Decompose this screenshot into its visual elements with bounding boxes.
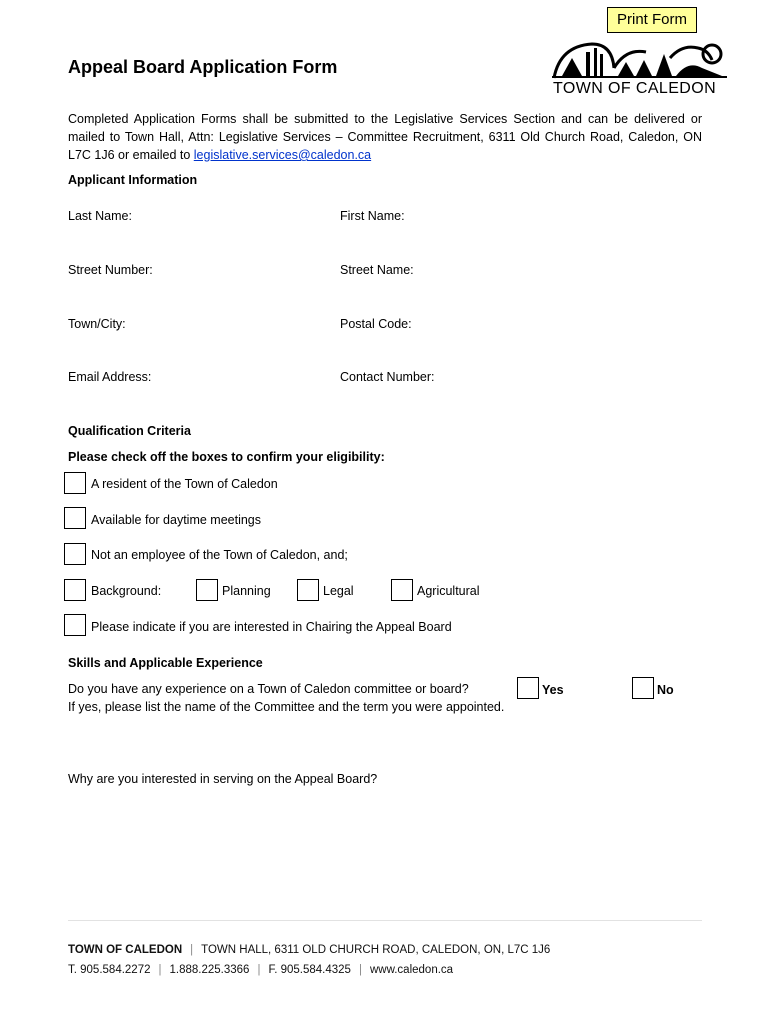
yes-checkbox[interactable]	[517, 677, 539, 699]
footer-tollfree: 1.888.225.3366	[169, 964, 250, 976]
postal-code-field[interactable]: Postal Code:	[340, 317, 412, 331]
chairing-label: Please indicate if you are interested in Chairing the Appeal Board	[91, 620, 452, 634]
planning-checkbox[interactable]	[196, 579, 218, 601]
footer-org: TOWN OF CALEDON	[68, 944, 183, 956]
logo-text: TOWN OF CALEDON	[553, 80, 717, 97]
agricultural-label: Agricultural	[417, 584, 480, 598]
experience-question: Do you have any experience on a Town of Caledon committee or board?	[68, 682, 469, 696]
footer-contact-line: T. 905.584.2272 | 1.888.225.3366 | F. 905.584.4325 | www.caledon.ca	[68, 964, 454, 976]
resident-label: A resident of the Town of Caledon	[91, 477, 278, 491]
background-checkbox[interactable]	[64, 579, 86, 601]
footer-address-line: TOWN OF CALEDON | TOWN HALL, 6311 OLD CHURCH ROAD, CALEDON, ON, L7C 1J6	[68, 944, 551, 956]
planning-label: Planning	[222, 584, 271, 598]
street-name-field[interactable]: Street Name:	[340, 263, 414, 277]
page-title: Appeal Board Application Form	[68, 57, 338, 77]
qualification-heading: Qualification Criteria	[68, 424, 191, 438]
last-name-field[interactable]: Last Name:	[68, 209, 132, 223]
street-number-field[interactable]: Street Number:	[68, 263, 153, 277]
agricultural-checkbox[interactable]	[391, 579, 413, 601]
eligibility-instruction: Please check off the boxes to confirm your eligibility:	[68, 450, 385, 464]
contact-number-field[interactable]: Contact Number:	[340, 370, 435, 384]
first-name-field[interactable]: First Name:	[340, 209, 405, 223]
footer-phone: T. 905.584.2272	[68, 964, 151, 976]
experience-followup: If yes, please list the name of the Committee and the term you were appointed.	[68, 700, 505, 714]
town-city-field[interactable]: Town/City:	[68, 317, 126, 331]
intro-text: Completed Application Forms shall be submitted to the Legislative Services Section and can be delivered or mailed to Town Hall, Attn: Legislative Services – Committee Recruitment, 6311 Old Church Road, Caledon, ON L7C 1J6 or emailed to	[68, 112, 702, 162]
skills-heading: Skills and Applicable Experience	[68, 656, 263, 670]
daytime-checkbox[interactable]	[64, 507, 86, 529]
intro-paragraph	[68, 110, 702, 164]
no-checkbox[interactable]	[632, 677, 654, 699]
applicant-info-heading: Applicant Information	[68, 173, 198, 187]
why-interested-question: Why are you interested in serving on the Appeal Board?	[68, 772, 378, 786]
legal-checkbox[interactable]	[297, 579, 319, 601]
resident-checkbox[interactable]	[64, 472, 86, 494]
background-label: Background:	[91, 584, 162, 598]
footer-divider	[68, 920, 702, 921]
print-form-button[interactable]: Print Form	[607, 7, 697, 33]
footer-web[interactable]: www.caledon.ca	[369, 964, 454, 976]
email-address-field[interactable]: Email Address:	[68, 370, 152, 384]
legal-label: Legal	[323, 584, 354, 598]
not-employee-label: Not an employee of the Town of Caledon, and;	[91, 548, 348, 562]
no-label: No	[657, 683, 674, 697]
yes-label: Yes	[542, 683, 564, 697]
email-link[interactable]: legislative.services@caledon.ca	[193, 148, 372, 162]
daytime-label: Available for daytime meetings	[91, 513, 261, 527]
chairing-checkbox[interactable]	[64, 614, 86, 636]
footer-address: TOWN HALL, 6311 OLD CHURCH ROAD, CALEDON, ON, L7C 1J6	[201, 944, 551, 956]
footer-fax: F. 905.584.4325	[268, 964, 351, 976]
not-employee-checkbox[interactable]	[64, 543, 86, 565]
